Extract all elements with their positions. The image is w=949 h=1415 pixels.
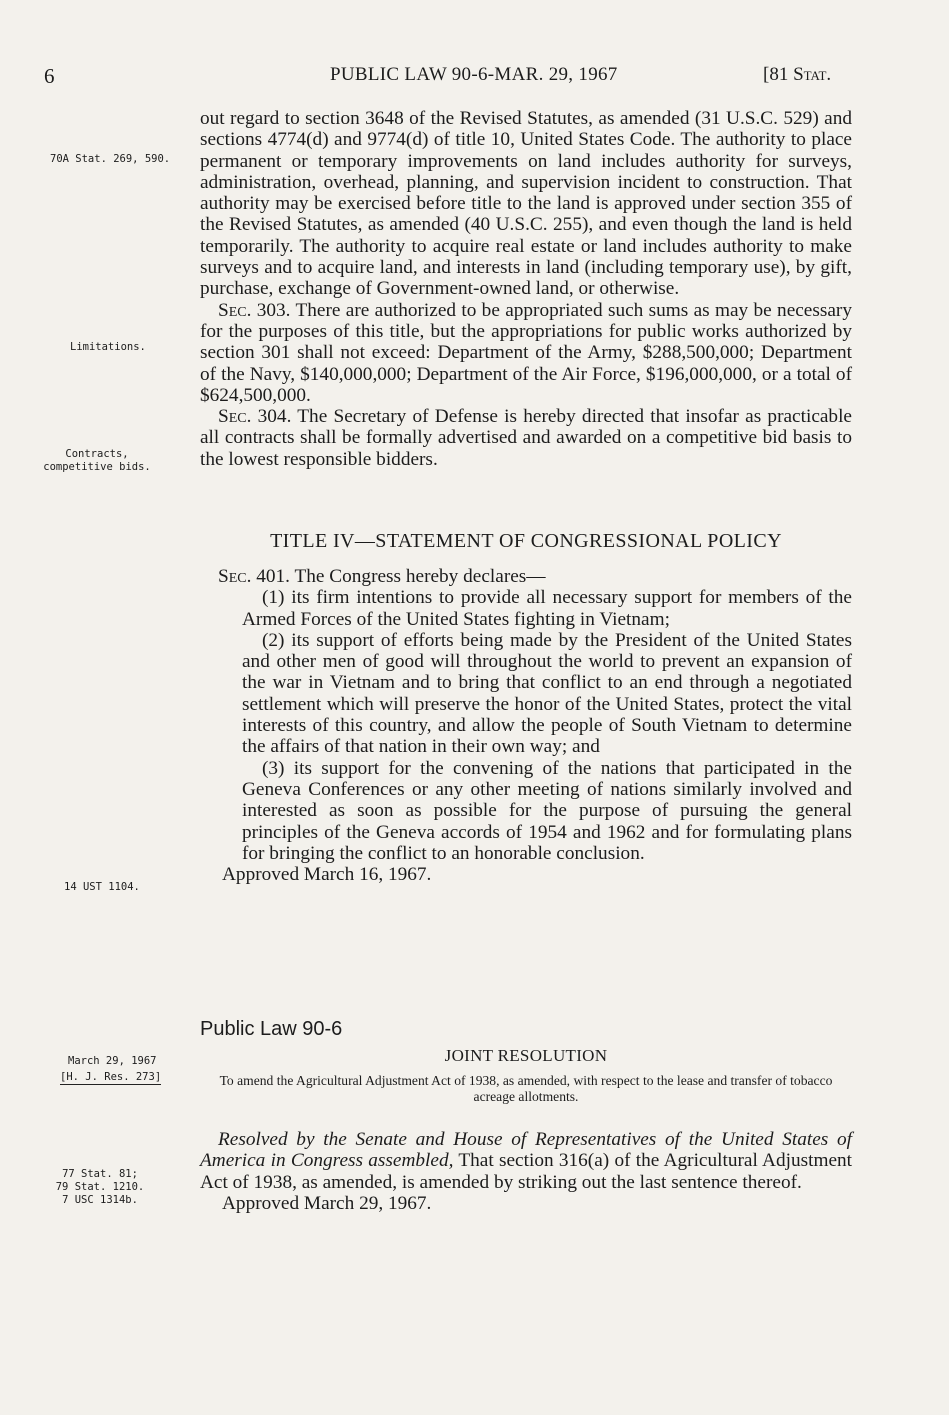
margin-note-ust: 14 UST 1104. [64,881,140,893]
declaration-item-3: (3) its support for the convening of the nations that participated in the Geneva Conferences or any other meeting of nations similarly involved and interested as soon as possible for the purpose of pursuing the general principles of the Geneva accords of 1954 and 1962 and for formulating plans for bringing the conflict to an honorable conclusion. [242,757,852,864]
stat-reference-line: 77 Stat. 81; [62,1168,138,1180]
running-header-stat: [81 Stat. [763,64,832,85]
title-iii-text [200,108,852,470]
running-header-title: PUBLIC LAW 90-6-MAR. 29, 1967 [330,64,618,85]
margin-note-contracts: Contracts, competitive bids. [43,448,151,473]
section-304 [200,406,852,470]
margin-note-resolution-number [36,1071,220,1084]
section-303 [200,300,852,406]
resolution-body: That section 316(a) of the Agricultural Adjustment Act of 1938, as amended, is amended by striking out the last sentence thereof. [200,1150,852,1193]
continued-paragraph: out regard to section 3648 of the Revised Statutes, as amended (31 U.S.C. 529) and sections 4774(d) and 9774(d) of title 10, United States Code. The authority to place permanent or temporary improvements on land includes authority for surveys, administration, overhead, planning, and supervision incident to construction. That authority may be exercised before title to the land is approved under section 355 of the Revised Statutes, as amended (40 U.S.C. 255), and even though the land is held temporarily. The authority to acquire real estate or land includes authority to make surveys and to acquire land, and interests in land (including temporary use), by gift, purchase, exchange of Government-owned land, or otherwise. [200,108,852,300]
margin-note-date: March 29, 1967 [68,1055,157,1067]
resolution-text [200,1129,852,1214]
margin-note-stat-reference: 70A Stat. 269, 590. [50,153,171,165]
section-401 [200,566,852,587]
approval-date: Approved March 29, 1967. [222,1192,432,1214]
enacting-clause: Resolved by the Senate and House of Representatives of the United States of America in Congress assembled, [200,1129,852,1172]
declaration-item-1: (1) its firm intentions to provide all necessary support for members of the Armed Forces of the United States fighting in Vietnam; [242,587,852,630]
margin-note-limitations: Limitations. [70,341,146,353]
section-label: Sec. 303. [218,299,291,321]
resolution-number: [H. J. Res. 273] [60,1071,162,1083]
section-text: There are authorized to be appropriated such sums as may be necessary for the purposes of this title, but the appropriations for public works authorized by section 301 shall not exceed: Department of the Army, $288,500,000; Department of the Navy, $140,000,000; Department of the Air Force, $196,000,000, or a total of $624,500,000. [200,299,852,406]
section-text: The Secretary of Defense is hereby directed that insofar as practicable all contracts shall be formally advertised and awarded on a competitive bid basis to the lowest responsible bidders. [200,406,852,470]
stat-reference-line: 7 USC 1314b. [62,1194,138,1206]
section-text: The Congress hereby declares— [294,566,546,587]
section-label: Sec. 304. [218,406,292,428]
margin-note-stat-references [36,1168,164,1207]
declaration-item-2: (2) its support of efforts being made by the President of the United States and other men of good will throughout the world to prevent an expansion of the war in Vietnam and to bring that conflict to an end through a negotiated settlement which will preserve the honor of the United States, protect the vital interests of this country, and allow the people of South Vietnam to determine the affairs of that nation in their own way; and [242,629,852,758]
section-label: Sec. 401. [218,566,290,587]
title-iv-heading: TITLE IV—STATEMENT OF CONGRESSIONAL POLICY [270,530,782,552]
stat-reference-line: 79 Stat. 1210. [55,1181,145,1193]
title-iv-text [200,566,852,885]
resolution-paragraph [200,1129,852,1193]
page-number: 6 [44,64,55,88]
approval-date: Approved March 16, 1967. [222,864,432,886]
public-law-heading: Public Law 90-6 [200,1018,343,1040]
resolution-purpose: To amend the Agricultural Adjustment Act of 1938, as amended, with respect to the lease and transfer of tobacco acreage allotments. [219,1073,833,1104]
joint-resolution-heading: JOINT RESOLUTION [444,1046,608,1065]
